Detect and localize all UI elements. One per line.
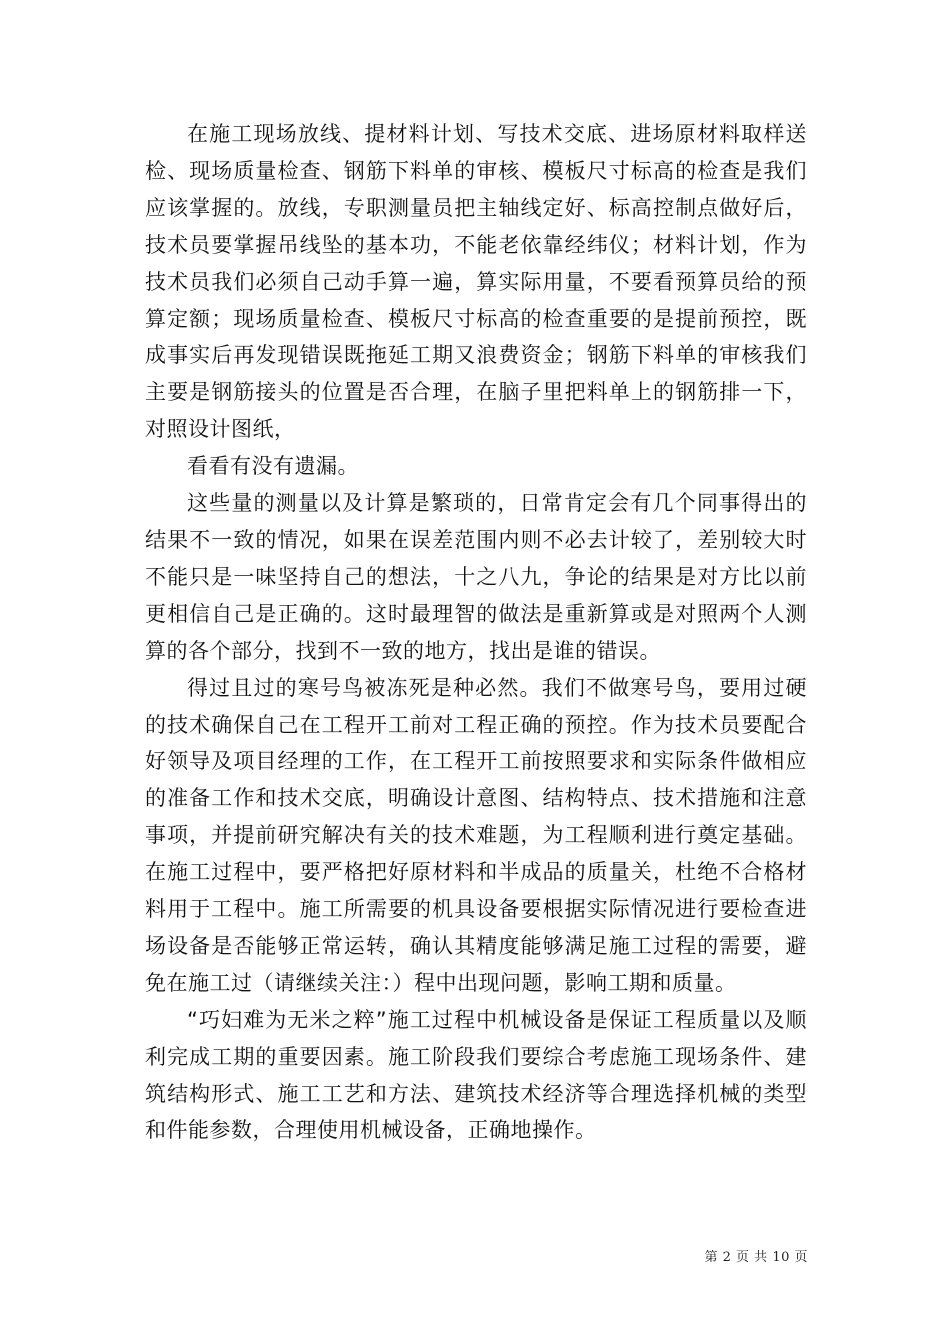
- paragraph: 看看有没有遗漏。: [187, 454, 359, 479]
- paragraph: 在施工现场放线、提材料计划、写技术交底、进场原材料取样送检、现场质量检查、钢筋下料单的审核、模板尺寸标高的检查是我们应该掌握的。放线，专职测量员把主轴线定好、标高控制点做好后，技术员要掌握吊线坠的基本功，不能老依靠经纬仪；材料计划，作为技术员我们必须自己动手算一遍，算实际用量，不要看预算员给的预算定额；现场质量检查、模板尺寸标高的检查重要的是提前预控，既成事实后再发现错误既拖延工期又浪费资金；钢筋下料单的审核我们主要是钢筋接头的位置是否合理，在脑子里把料单上的钢筋排一下，对照设计图纸，: [145, 122, 807, 442]
- paragraph: 得过且过的寒号鸟被冻死是种必然。我们不做寒号鸟，要用过硬的技术确保自己在工程开工前对工程正确的预控。作为技术员要配合好领导及项目经理的工作，在工程开工前按照要求和实际条件做相应的准备工作和技术交底，明确设计意图、结构特点、技术措施和注意事项，并提前研究解决有关的技术难题，为工程顺利进行奠定基础。在施工过程中，要严格把好原材料和半成品的质量关，杜绝不合格材料用于工程中。施工所需要的机具设备要根据实际情况进行要检查进场设备是否能够正常运转，确认其精度能够满足施工过程的需要，避免在施工过（请继续关注：）程中出现问题，影响工期和质量。: [145, 675, 807, 995]
- document-body: [145, 116, 807, 1149]
- paragraph: “巧妇难为无米之粹”施工过程中机械设备是保证工程质量以及顺利完成工期的重要因素。施工阶段我们要综合考虑施工现场条件、建筑结构形式、施工工艺和方法、建筑技术经济等合理选择机械的类型和件能参数，合理使用机械设备，正确地操作。: [145, 1007, 807, 1143]
- page-number-footer: 第 2 页 共 10 页: [704, 1250, 808, 1265]
- paragraph: 这些量的测量以及计算是繁琐的，日常肯定会有几个同事得出的结果不一致的情况，如果在误差范围内则不必去计较了，差别较大时不能只是一味坚持自己的想法，十之八九，争论的结果是对方比以前更相信自己是正确的。这时最理智的做法是重新算或是对照两个人测算的各个部分，找到不一致的地方，找出是谁的错误。: [145, 491, 807, 663]
